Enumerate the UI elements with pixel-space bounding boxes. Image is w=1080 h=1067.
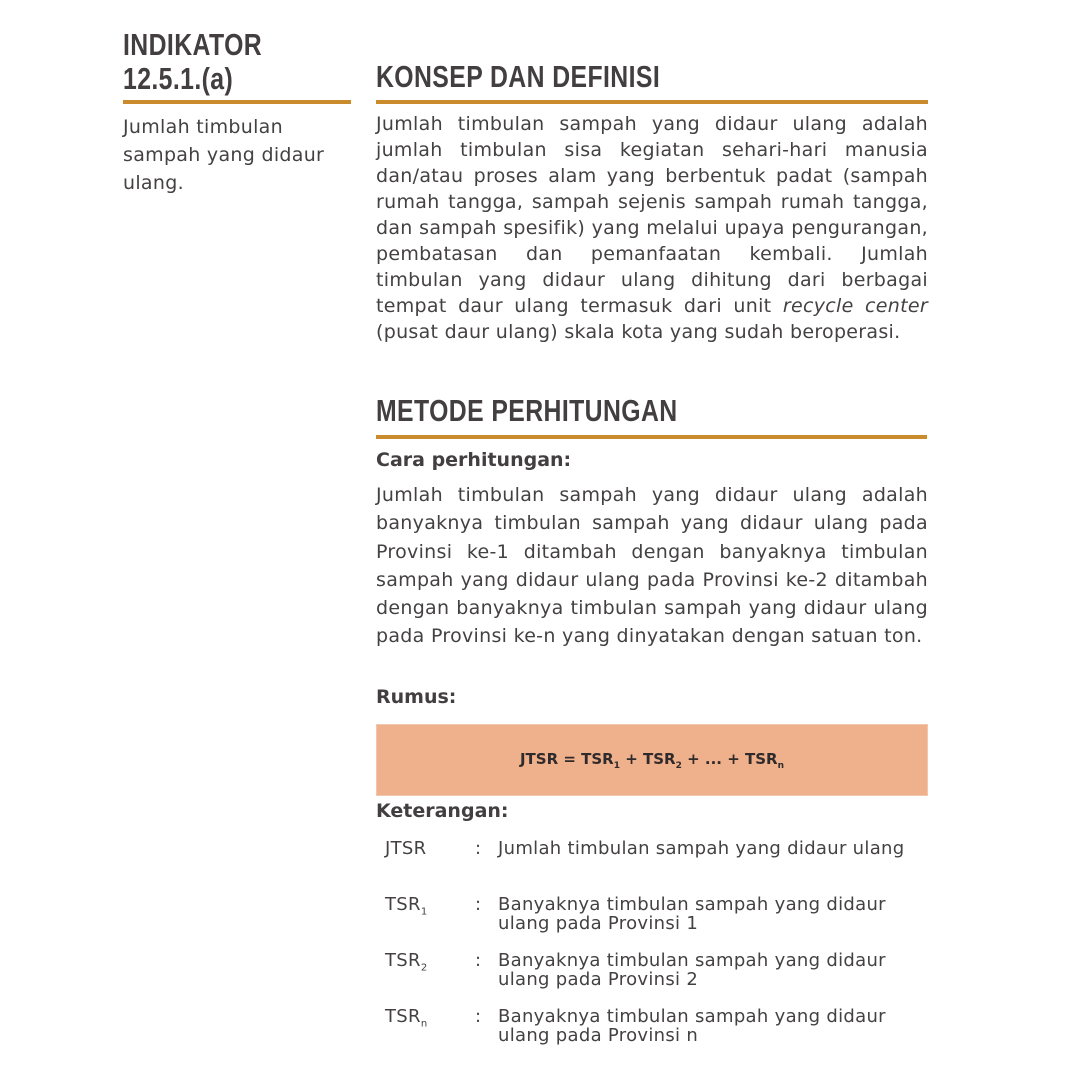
metode-divider bbox=[376, 435, 927, 439]
indicator-divider bbox=[123, 100, 351, 104]
definition-text: Banyaknya timbulan sampah yang didaur ulang pada Provinsi n bbox=[498, 1006, 886, 1046]
rumus-label: Rumus: bbox=[376, 686, 457, 708]
formula-sub-2: 2 bbox=[675, 760, 682, 771]
formula-box bbox=[376, 724, 928, 796]
formula-sub-n: n bbox=[777, 760, 785, 771]
konsep-text-part1: Jumlah timbulan sampah yang didaur ulang adalah jumlah timbulan sisa kegiatan sehari-hari manusia dan/atau proses alam yang berbentuk padat (sampah rumah tangga, sampah sejenis sampah rumah tangga, dan sampah spesifik) yang melalui upaya pengurangan, pembatasan dan pemanfaatan kembali. Jumlah timbulan yang didaur ulang dihitung dari berbagai tempat daur ulang termasuk dari unit bbox=[376, 113, 928, 317]
konsep-section-title: KONSEP DAN DEFINISI bbox=[376, 59, 661, 94]
definition-colon: : bbox=[475, 1006, 482, 1027]
definition-colon: : bbox=[475, 838, 482, 859]
indicator-description: Jumlah timbulan sampah yang didaur ulang. bbox=[123, 116, 325, 194]
konsep-text-italic: recycle center bbox=[782, 295, 928, 317]
definition-term-sub: 2 bbox=[420, 962, 428, 974]
definition-term: $TSR_2$ bbox=[385, 950, 428, 974]
definition-term-sub: 1 bbox=[420, 906, 428, 918]
konsep-text-part2: (pusat daur ulang) skala kota yang sudah beroperasi. bbox=[376, 321, 901, 343]
formula bbox=[520, 750, 784, 771]
formula-plus-1: + TSR bbox=[620, 749, 676, 768]
formula-sub-1: 1 bbox=[613, 760, 620, 771]
definition-term: $TSR_1$ bbox=[385, 894, 428, 918]
konsep-paragraph bbox=[376, 111, 928, 345]
formula-plus-2: + ... + TSR bbox=[681, 749, 778, 768]
metode-section-title: METODE PERHITUNGAN bbox=[376, 393, 678, 428]
definition-text: Jumlah timbulan sampah yang didaur ulang bbox=[498, 838, 905, 859]
cara-perhitungan-label: Cara perhitungan: bbox=[376, 449, 572, 471]
definition-term: $TSR_n$ bbox=[385, 1006, 428, 1030]
definition-term: JTSR bbox=[385, 838, 427, 859]
indicator-title-code: 12.5.1.(a) bbox=[123, 61, 234, 96]
konsep-divider bbox=[376, 100, 928, 104]
formula-lhs: JTSR = TSR bbox=[519, 749, 614, 768]
definition-text: Banyaknya timbulan sampah yang didaur ulang pada Provinsi 1 bbox=[498, 894, 886, 934]
keterangan-label: Keterangan: bbox=[376, 800, 509, 822]
indicator-title-line1: INDIKATOR bbox=[123, 27, 263, 62]
definition-text: Banyaknya timbulan sampah yang didaur ulang pada Provinsi 2 bbox=[498, 950, 886, 990]
indicator-title bbox=[123, 28, 315, 96]
definition-colon: : bbox=[475, 950, 482, 971]
definition-colon: : bbox=[475, 894, 482, 915]
cara-perhitungan-paragraph: Jumlah timbulan sampah yang didaur ulang adalah banyaknya timbulan sampah yang didaur ulang pada Provinsi ke-1 ditambah dengan banyaknya timbulan sampah yang didaur ulang pada Provinsi ke-2 ditambah dengan banyaknya timbulan sampah yang didaur ulang pada Provinsi ke-n yang dinyatakan dengan satuan ton. bbox=[376, 484, 928, 648]
definition-term-sub: n bbox=[420, 1018, 428, 1030]
